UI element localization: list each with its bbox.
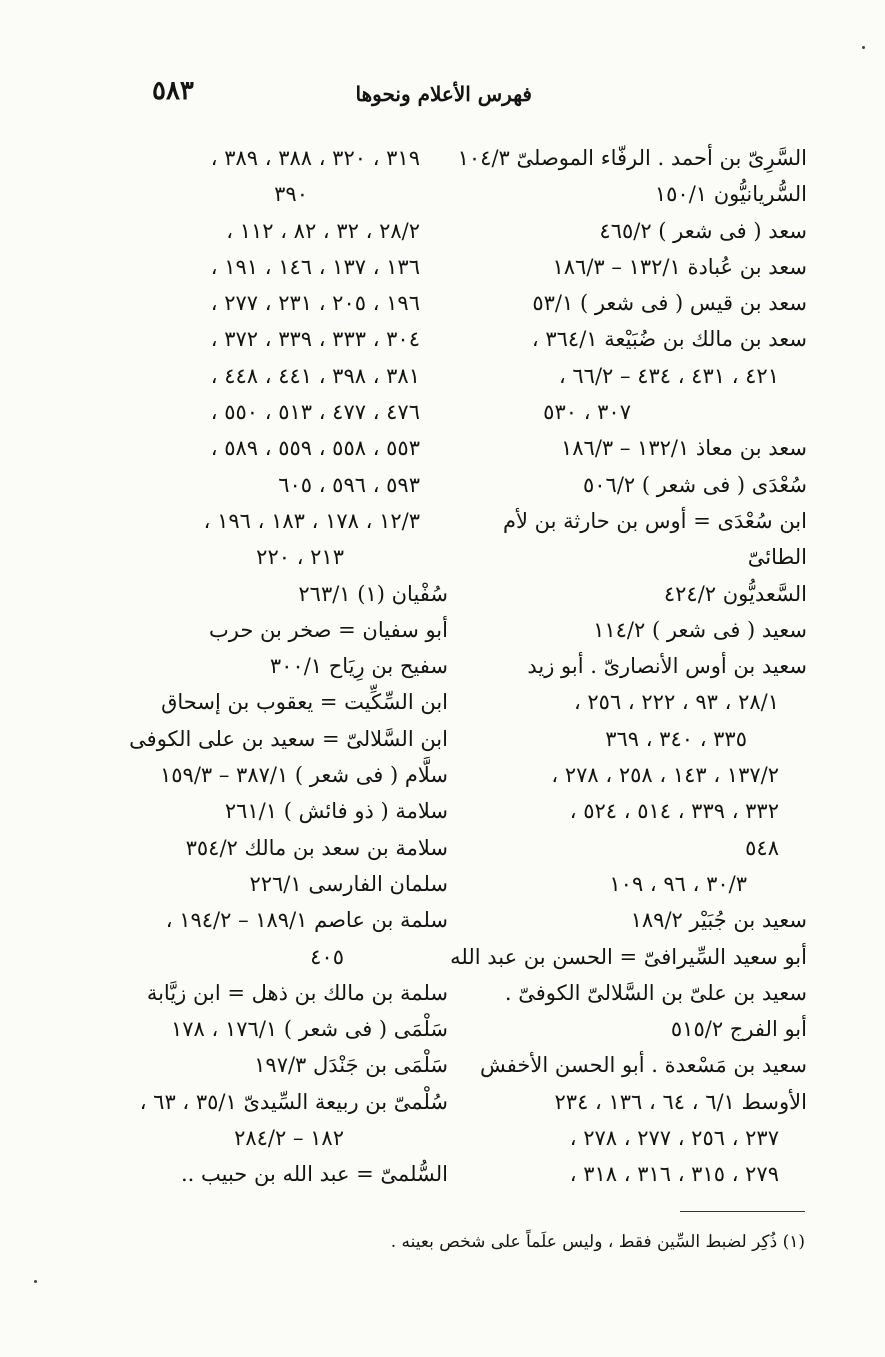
index-entry: سلامة ( ذو فائش ) ٢٦١/١ — [224, 799, 448, 824]
index-entry-continuation: الطائىّ — [747, 545, 807, 570]
index-entry: سعد بن عُبادة ١٣٢/١ – ١٨٦/٣ — [552, 254, 807, 279]
index-entry-continuation: ٢٧٩ ، ٣١٥ ، ٣١٦ ، ٣١٨ ، — [569, 1162, 779, 1187]
index-entry: السُّريانيُّون ١٥٠/١ — [654, 182, 807, 207]
scan-speck — [34, 1280, 37, 1283]
index-entry-continuation: ٥٤٨ — [745, 835, 779, 860]
index-entry: سَلْمَى بن جَنْدَل ١٩٧/٣ — [254, 1053, 448, 1078]
index-entry-continuation: ١٢/٣ ، ١٧٨ ، ١٨٣ ، ١٩٦ ، — [203, 508, 420, 533]
index-entry-continuation: ٣١٩ ، ٣٢٠ ، ٣٨٨ ، ٣٨٩ ، — [210, 146, 420, 170]
index-entry-continuation: ١٣٦ ، ١٣٧ ، ١٤٦ ، ١٩١ ، — [210, 254, 420, 279]
page-number: ٥٨٣ — [152, 76, 194, 106]
index-entry-continuation: ٥٩٣ ، ٥٩٦ ، ٦٠٥ — [278, 472, 420, 497]
index-entry: سَلْمَى ( فى شعر ) ١٧٦/١ ، ١٧٨ — [171, 1017, 448, 1042]
index-entry-continuation: ٤٠٥ — [310, 944, 344, 969]
index-entry: سُفْيان (١) ٢٦٣/١ — [298, 581, 448, 606]
index-entry-continuation: ٣٣٢ ، ٣٣٩ ، ٥١٤ ، ٥٢٤ ، — [569, 799, 779, 824]
scan-speck — [862, 46, 865, 49]
index-entry-continuation: أبو الفرج ٥١٥/٢ — [670, 1017, 807, 1042]
footnote-divider — [680, 1211, 805, 1212]
index-entry-continuation: ٤٧٦ ، ٤٧٧ ، ٥١٣ ، ٥٥٠ ، — [210, 400, 420, 425]
index-entry: ابن السَّلالىّ = سعيد بن على الكوفى — [129, 726, 448, 751]
index-entry: سعد بن قيس ( فى شعر ) ٥٣/١ — [532, 291, 807, 316]
index-entry-continuation: ٥٥٣ ، ٥٥٨ ، ٥٥٩ ، ٥٨٩ ، — [210, 436, 420, 461]
index-entry: سعد بن معاذ ١٣٢/١ – ١٨٦/٣ — [560, 436, 807, 461]
running-title: فهرس الأعلام ونحوها — [355, 82, 532, 106]
footnote: (١) ذُكِر لضبط السِّين فقط ، وليس علَماً على شخص بعينه . — [390, 1232, 805, 1252]
index-entry-continuation: ١٣٧/٢ ، ١٤٣ ، ٢٥٨ ، ٢٧٨ ، — [551, 763, 779, 788]
index-entry: السُّلمىّ = عبد الله بن حبيب .. — [180, 1162, 448, 1187]
index-entry: سعيد بن علىّ بن السَّلالىّ الكوفىّ . — [504, 980, 807, 1005]
index-entry: ابن سُعْدَى = أوس بن حارثة بن لأم — [502, 508, 807, 533]
index-entry: سعيد بن مَسْعدة . أبو الحسن الأخفش — [479, 1053, 807, 1078]
index-column-left — [129, 140, 448, 1193]
index-entry-continuation: ٣٠٧ ، ٥٣٠ — [543, 400, 631, 425]
index-entry: أبو سعيد السِّيرافىّ = الحسن بن عبد الله — [450, 944, 807, 969]
index-entry-continuation: ٢٨/٢ ، ٣٢ ، ٨٢ ، ١١٢ ، — [226, 218, 420, 243]
index-entry: سلمة بن مالك بن ذهل = ابن زيَّابة — [146, 980, 448, 1005]
index-entry-continuation: ٤٢١ ، ٤٣١ ، ٤٣٤ – ٦٦/٢ ، — [558, 363, 779, 388]
index-entry-continuation: ٣٠٤ ، ٣٣٣ ، ٣٣٩ ، ٣٧٢ ، — [210, 327, 420, 352]
index-entry: سعيد بن جُبَيْر ١٨٩/٢ — [630, 908, 807, 933]
index-entry: سلامة بن سعد بن مالك ٣٥٤/٢ — [185, 835, 448, 860]
index-column-right — [450, 140, 807, 1193]
index-entry: ابن السِّكِّيت = يعقوب بن إسحاق — [161, 690, 448, 715]
index-entry-continuation: ٢٨/١ ، ٩٣ ، ٢٢٢ ، ٢٥٦ ، — [573, 690, 779, 715]
index-entry: سفيح بن رِيَاح ٣٠٠/١ — [269, 654, 448, 679]
index-entry: سلمة بن عاصم ١٨٩/١ – ١٩٤/٢ ، — [165, 908, 448, 933]
index-entry-continuation: ٣٠/٣ ، ٩٦ ، ١٠٩ — [609, 871, 747, 896]
index-entry-continuation: الأوسط ٦/١ ، ٦٤ ، ١٣٦ ، ٢٣٤ — [554, 1089, 807, 1114]
index-entry: سعد بن مالك بن ضُبَيْعة ٣٦٤/١ ، — [531, 327, 807, 352]
index-entry: أبو سفيان = صخر بن حرب — [208, 617, 448, 642]
index-entry-continuation: ٣٩٠ — [274, 182, 308, 207]
index-entry: السَّرِىّ بن أحمد . الرفّاء الموصلىّ ١٠٤/٣ — [457, 146, 807, 170]
index-entry: سلَّام ( فى شعر ) ٣٨٧/١ – ١٥٩/٣ — [159, 763, 448, 788]
page-header — [150, 74, 800, 114]
index-entry-continuation: ١٨٢ – ٢٨٤/٢ — [234, 1126, 344, 1151]
index-entry: سعيد ( فى شعر ) ١١٤/٢ — [593, 617, 807, 642]
index-entry: سعد ( فى شعر ) ٤٦٥/٢ — [599, 218, 807, 243]
index-entry-continuation: ٢١٣ ، ٢٢٠ — [256, 545, 344, 570]
index-entry-continuation: ١٩٦ ، ٢٠٥ ، ٢٣١ ، ٢٧٧ ، — [210, 291, 420, 316]
index-entry: السَّعديُّون ٤٢٤/٢ — [663, 581, 807, 606]
index-entry-continuation: ٣٣٥ ، ٣٤٠ ، ٣٦٩ — [605, 726, 747, 751]
index-entry-continuation: ٣٨١ ، ٣٩٨ ، ٤٤١ ، ٤٤٨ ، — [210, 363, 420, 388]
index-entry: سُلْمىّ بن ربيعة السِّيدىّ ٣٥/١ ، ٦٣ ، — [139, 1089, 448, 1114]
index-entry: سعيد بن أوس الأنصارىّ . أبو زيد — [527, 654, 807, 679]
index-entry: سلمان الفارسى ٢٢٦/١ — [249, 871, 448, 896]
index-entry-continuation: ٢٣٧ ، ٢٥٦ ، ٢٧٧ ، ٢٧٨ ، — [569, 1126, 779, 1151]
index-entry: سُعْدَى ( فى شعر ) ٥٠٦/٢ — [582, 472, 807, 497]
